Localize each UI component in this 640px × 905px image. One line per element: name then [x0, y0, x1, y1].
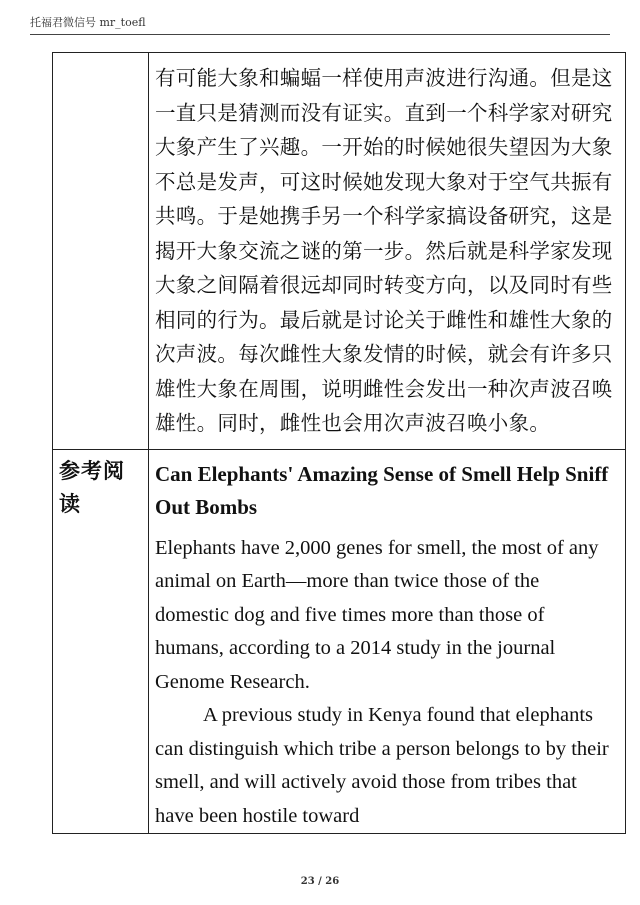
article-title: Can Elephants' Amazing Sense of Smell Help Sniff Out Bombs	[155, 461, 609, 519]
chinese-summary-text: 有可能大象和蝙蝠一样使用声波进行沟通。但是这一直只是猜测而没有证实。直到一个科学家对研究大象产生了兴趣。一开始的时候她很失望因为大象不总是发声，可这时候她发现大象对于空气共振有共鸣。于是她携手另一个科学家搞设备研究，这是揭开大象交流之谜的第一步。然后就是科学家发现大象之间隔着很远却同时转变方向，以及同时有些相同的行为。最后就是讨论关于雌性和雄性大象的次声波。每次雌性大象发情的时候，就会有许多只雄性大象在周围，说明雌性会发出一种次声波召唤雄性。同时，雌性也会用次声波召唤小象。	[155, 66, 613, 435]
table-row	[53, 449, 626, 834]
table-row	[53, 53, 626, 450]
reference-reading-label: 参考阅读	[53, 449, 149, 834]
content-table	[52, 52, 626, 834]
summary-cell	[149, 53, 626, 450]
header-divider	[30, 34, 610, 35]
article-paragraph: Elephants have 2,000 genes for smell, the most of any animal on Earth—more than twice those of the domestic dog and five times more than those of humans, according to a 2014 study in the journal Genome Research.	[155, 536, 599, 693]
row-label	[53, 53, 149, 450]
page-header: 托福君微信号 mr_toefl	[30, 16, 146, 29]
page-number: 23 / 26	[300, 876, 340, 887]
reading-cell	[149, 449, 626, 834]
article-paragraph: A previous study in Kenya found that elephants can distinguish which tribe a person belongs to by their smell, and will actively avoid those from tribes that have been hostile toward	[155, 704, 609, 827]
